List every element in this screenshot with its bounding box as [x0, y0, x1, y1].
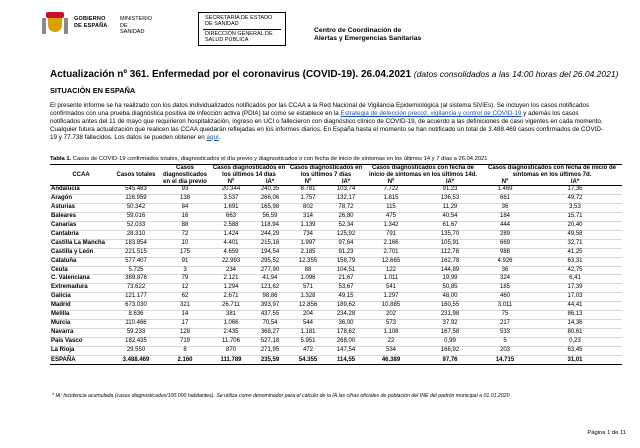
col-ccaa: CCAA: [50, 165, 112, 186]
table-cell: 84: [160, 204, 210, 213]
table-cell: 41,25: [528, 248, 622, 257]
table-cell: 118,94: [252, 222, 288, 231]
table-cell: 73.622: [112, 284, 160, 293]
table-cell: 11,29: [418, 204, 482, 213]
table-cell: 53,67: [328, 284, 364, 293]
table-cell: 215,18: [252, 239, 288, 248]
table-cell: 240,35: [252, 186, 288, 195]
table-cell: 121.177: [112, 293, 160, 302]
table-row: [50, 204, 622, 213]
table-cell: 54.355: [288, 355, 328, 364]
table-cell: 324: [482, 275, 528, 284]
table-cell: 32,71: [528, 239, 622, 248]
table-cell: 314: [288, 213, 328, 222]
table-cell: 7.722: [364, 186, 418, 195]
table-cell: 48,00: [418, 293, 482, 302]
table-cell: 1.469: [482, 186, 528, 195]
table-cell: 870: [210, 346, 252, 355]
table-cell: 40,54: [418, 213, 482, 222]
table-cell: 1.424: [210, 230, 252, 239]
table-row: [50, 302, 622, 311]
table-cell: 533: [482, 328, 528, 337]
table-cell: 663: [210, 213, 252, 222]
table-cell: 541: [364, 284, 418, 293]
footnote: * IA: Incidencia acumulada (casos diagnosticados/100.000 habitantes). Se utiliza como denominador para el cálculo de la IA las cifras oficiales de población del INE del padrón municipal a 01.01.2020: [52, 393, 510, 399]
table-cell: 12: [160, 284, 210, 293]
table-cell: 17: [160, 319, 210, 328]
table-cell: 158,79: [328, 257, 364, 266]
table-cell: 144,89: [418, 266, 482, 275]
table-cell: 41,94: [252, 275, 288, 284]
table-cell: 14,36: [528, 319, 622, 328]
table-cell: 231,98: [418, 311, 482, 320]
region-name: Madrid: [50, 302, 112, 311]
table-cell: 17,36: [528, 186, 622, 195]
table-cell: 182.435: [112, 337, 160, 346]
table-cell: 12.665: [364, 257, 418, 266]
subcol-n: Nº: [288, 179, 328, 186]
table-cell: 217: [482, 319, 528, 328]
table-cell: 122: [364, 266, 418, 275]
table-cell: 78,72: [328, 204, 364, 213]
region-name: Murcia: [50, 319, 112, 328]
table-cell: 1.757: [288, 195, 328, 204]
table-cell: 1.328: [288, 293, 328, 302]
table-row: [50, 328, 622, 337]
region-name: Ceuta: [50, 266, 112, 275]
table-cell: 234: [210, 266, 252, 275]
table-cell: 97,76: [418, 355, 482, 364]
strategy-link[interactable]: Estrategia de detección precoz, vigilancia y control de COVID-19: [340, 109, 522, 117]
table-cell: 88: [288, 266, 328, 275]
report-header: [0, 0, 640, 50]
subcol-ia: IA*: [252, 179, 288, 186]
table-cell: 577.407: [112, 257, 160, 266]
table-cell: 3.011: [482, 302, 528, 311]
col-7d: Casos diagnosticados en los últimos 7 días: [289, 165, 363, 178]
table-cell: 1.342: [364, 222, 418, 231]
region-name: Castilla La Mancha: [50, 239, 112, 248]
table-cell: 368,27: [252, 328, 288, 337]
table-cell: 1.815: [364, 195, 418, 204]
region-name: Andalucía: [50, 186, 112, 195]
table-cell: 10: [160, 239, 210, 248]
table-cell: 0,99: [418, 337, 482, 346]
table-cell: 160,55: [418, 302, 482, 311]
table-cell: 42,75: [528, 266, 622, 275]
table-row: [50, 257, 622, 266]
col-symptoms-14d: Casos diagnosticados con fecha de inicio de síntomas en los últimos 14d.: [368, 165, 478, 178]
table-cell: 175: [160, 248, 210, 257]
table-cell: 49,15: [328, 293, 364, 302]
table-cell: 2.121: [210, 275, 252, 284]
region-name: Melilla: [50, 311, 112, 320]
table-row: [50, 311, 622, 320]
table-row: [50, 239, 622, 248]
region-name: Asturias: [50, 204, 112, 213]
report-title: Actualización nº 361. Enfermedad por el coronavirus (COVID-19). 26.04.2021 (datos consolidados a las 14:00 horas del 26.04.2021): [50, 69, 619, 80]
region-name: Galicia: [50, 293, 112, 302]
table-cell: 669: [482, 239, 528, 248]
table-cell: 116.959: [112, 195, 160, 204]
table-cell: 3: [160, 266, 210, 275]
table-cell: 178,62: [328, 328, 364, 337]
table-cell: 88: [160, 222, 210, 231]
table-cell: 2.160: [160, 355, 210, 364]
subcol-ia: IA*: [528, 179, 622, 186]
ccaes-label: Centro de Coordinación de Alertas y Emergencias Sanitarias: [314, 27, 422, 42]
table-row: [50, 284, 622, 293]
table-cell: 86,13: [528, 311, 622, 320]
table-cell: 20,40: [528, 222, 622, 231]
table-cell: 4.659: [210, 248, 252, 257]
region-name: País Vasco: [50, 337, 112, 346]
table-cell: 673.030: [112, 302, 160, 311]
table-cell: 8.636: [112, 311, 160, 320]
table-row: [50, 319, 622, 328]
table-cell: 44,41: [528, 302, 622, 311]
table-cell: 125,92: [328, 230, 364, 239]
table-cell: 5.951: [288, 337, 328, 346]
table-row: [50, 213, 622, 222]
table-cell: 11.706: [210, 337, 252, 346]
table-cell: 1.096: [288, 275, 328, 284]
table-cell: 393,97: [252, 302, 288, 311]
table-cell: 5: [482, 337, 528, 346]
table-cell: 12.355: [288, 257, 328, 266]
region-name: Aragón: [50, 195, 112, 204]
table-cell: 37,92: [418, 319, 482, 328]
table-cell: 271,95: [252, 346, 288, 355]
table-cell: 52,34: [328, 222, 364, 231]
table-cell: 2.588: [210, 222, 252, 231]
table-cell: 91: [160, 257, 210, 266]
table-cell: 114,55: [328, 355, 364, 364]
table-row: [50, 222, 622, 231]
government-logo: [40, 10, 152, 38]
table-cell: 3.537: [210, 195, 252, 204]
table-cell: 527,18: [252, 337, 288, 346]
table-cell: 544: [288, 319, 328, 328]
table-cell: 204: [288, 311, 328, 320]
table-row: [50, 195, 622, 204]
table-cell: 3,53: [528, 204, 622, 213]
table-cell: 802: [288, 204, 328, 213]
data-link[interactable]: aquí: [206, 133, 219, 141]
table-cell: 63,45: [528, 346, 622, 355]
region-name: Navarra: [50, 328, 112, 337]
table-cell: 8.781: [288, 186, 328, 195]
table-cell: 571: [288, 284, 328, 293]
table-cell: 20.344: [210, 186, 252, 195]
section-heading: SITUACIÓN EN ESPAÑA: [50, 86, 136, 95]
table-cell: 460: [482, 293, 528, 302]
table-cell: 203: [482, 346, 528, 355]
table-cell: 136,53: [418, 195, 482, 204]
table-cell: 162,78: [418, 257, 482, 266]
table-cell: 56,59: [252, 213, 288, 222]
table-row: [50, 337, 622, 346]
table-cell: 1.297: [364, 293, 418, 302]
table-cell: 4.401: [210, 239, 252, 248]
table-cell: 132,17: [328, 195, 364, 204]
table-cell: 437,55: [252, 311, 288, 320]
table-cell: 36: [482, 204, 528, 213]
table-cell: 2.435: [210, 328, 252, 337]
table-cell: 475: [364, 213, 418, 222]
table-cell: 10.885: [364, 302, 418, 311]
col-total: Casos totales: [112, 165, 160, 186]
table-cell: 91,23: [418, 186, 482, 195]
table-cell: 1.997: [288, 239, 328, 248]
table-cell: 2.166: [364, 239, 418, 248]
table-cell: 1.181: [288, 328, 328, 337]
table-cell: 80,61: [528, 328, 622, 337]
table-cell: 189,62: [328, 302, 364, 311]
table-cell: 50.342: [112, 204, 160, 213]
table-cell: 244,29: [252, 230, 288, 239]
secretaria-box: SECRETARÍA DE ESTADO DE SANIDAD DIRECCIÓN GENERAL DE SALUD PÚBLICA: [198, 12, 286, 46]
table-cell: 1.066: [210, 319, 252, 328]
intro-paragraph: El presente informe se ha realizado con los datos individualizados notificados por las CCAA a la Red Nacional de Vigilancia Epidemiológica (al sistema SiViEs). Se incluyen los casos notificados confirmados con una prueba diagnóstica positiva de infección activa (PDIA) tal como se establece en la Estrategia de detección precoz, vigilancia y control de COVID-19 y además los casos notificados antes del 11 de mayo que requirieron hospitalización, ingreso en UCI o fallecieron con diagnóstico clínico de COVID-19, de acuerdo a las definiciones de caso vigentes en cada momento. Cualquier futura actualización que realicen las CCAA quedarán reflejadas en los informes diarios. En España hasta el momento se han notificado un total de 3.488.469 casos confirmados de COVID-19 y 77.738 fallecidos. Los datos se pueden obtener en aquí.: [50, 102, 604, 141]
table-cell: 75: [482, 311, 528, 320]
table-row: [50, 248, 622, 257]
table-cell: 28.310: [112, 230, 160, 239]
covid-cases-table: [50, 164, 622, 365]
table-cell: 165,98: [252, 204, 288, 213]
table-cell: 111.789: [210, 355, 252, 364]
table-cell: 0,23: [528, 337, 622, 346]
table-cell: 50,85: [418, 284, 482, 293]
subcol-n: Nº: [482, 179, 528, 186]
table-cell: 988: [482, 248, 528, 257]
table-cell: 266,06: [252, 195, 288, 204]
table-cell: 91,23: [328, 248, 364, 257]
table-cell: 166,92: [418, 346, 482, 355]
table-cell: 16: [160, 213, 210, 222]
table-cell: 31,01: [528, 355, 622, 364]
page-number: Página 1 de 11: [587, 430, 626, 436]
table-cell: 98,86: [252, 293, 288, 302]
table-cell: 138: [160, 195, 210, 204]
region-name: Canarias: [50, 222, 112, 231]
subcol-ia: IA*: [328, 179, 364, 186]
table-cell: 97,64: [328, 239, 364, 248]
table-cell: 135,70: [418, 230, 482, 239]
subcol-n: Nº: [210, 179, 252, 186]
table-cell: 112,78: [418, 248, 482, 257]
table-cell: 79: [160, 275, 210, 284]
table-row: [50, 266, 622, 275]
table-cell: 2.671: [210, 293, 252, 302]
table-cell: 93: [160, 186, 210, 195]
table-cell: 49,58: [528, 230, 622, 239]
coat-of-arms-icon: [40, 10, 70, 38]
table-cell: 277,90: [252, 266, 288, 275]
col-symptoms-7d: Casos diagnosticados con fecha de inicio de síntomas en los últimos 7d.: [487, 165, 617, 178]
region-name: Cataluña: [50, 257, 112, 266]
table-cell: 235,59: [252, 355, 288, 364]
table-cell: 26.711: [210, 302, 252, 311]
table-cell: 734: [288, 230, 328, 239]
table-cell: 791: [364, 230, 418, 239]
region-name: C. Valenciana: [50, 275, 112, 284]
table-cell: 72: [160, 230, 210, 239]
table-cell: 661: [482, 195, 528, 204]
table-cell: 36,00: [328, 319, 364, 328]
table-cell: 4.926: [482, 257, 528, 266]
table-cell: 221.515: [112, 248, 160, 257]
table-cell: 2.701: [364, 248, 418, 257]
table-cell: 184: [482, 213, 528, 222]
region-name: Baleares: [50, 213, 112, 222]
region-name: Cantabria: [50, 230, 112, 239]
table-cell: 104,51: [328, 266, 364, 275]
table-cell: 1.011: [364, 275, 418, 284]
table-cell: 3.488.469: [112, 355, 160, 364]
table-cell: 167,58: [418, 328, 482, 337]
table-cell: 719: [160, 337, 210, 346]
table-cell: 121,62: [252, 284, 288, 293]
table-cell: 194,54: [252, 248, 288, 257]
table-cell: 545.483: [112, 186, 160, 195]
region-name: La Rioja: [50, 346, 112, 355]
table-row: [50, 230, 622, 239]
table-cell: 8: [160, 346, 210, 355]
table-cell: 295,52: [252, 257, 288, 266]
ministerio-label: MINISTERIO DE SANIDAD: [120, 16, 153, 35]
table-cell: 110.466: [112, 319, 160, 328]
table-cell: 202: [364, 311, 418, 320]
region-name: Extremadura: [50, 284, 112, 293]
table-row: [50, 293, 622, 302]
region-name: Castilla y León: [50, 248, 112, 257]
table-cell: 62: [160, 293, 210, 302]
gobierno-label: GOBIERNO DE ESPAÑA: [74, 16, 108, 29]
table-cell: 63,31: [528, 257, 622, 266]
table-cell: 26,80: [328, 213, 364, 222]
table-cell: 1.108: [364, 328, 418, 337]
table-cell: 19,99: [418, 275, 482, 284]
table-cell: 534: [364, 346, 418, 355]
table-cell: 321: [160, 302, 210, 311]
table-cell: 14: [160, 311, 210, 320]
table-cell: 70,54: [252, 319, 288, 328]
table-cell: 381: [210, 311, 252, 320]
table-cell: 1.139: [288, 222, 328, 231]
table-cell: 1.691: [210, 204, 252, 213]
table-cell: 17,39: [528, 284, 622, 293]
table-cell: 15,71: [528, 213, 622, 222]
table-cell: 22: [364, 337, 418, 346]
table-cell: 573: [364, 319, 418, 328]
table-cell: 2.185: [288, 248, 328, 257]
table-cell: 5.725: [112, 266, 160, 275]
table-cell: 147,54: [328, 346, 364, 355]
table-row: [50, 346, 622, 355]
col-prev: Casos diagnosticados en el día previo: [160, 165, 210, 186]
table-cell: 59.233: [112, 328, 160, 337]
table-row: [50, 186, 622, 195]
table-cell: 12.856: [288, 302, 328, 311]
table-row: [50, 275, 622, 284]
table-caption: Tabla 1. Casos de COVID-19 confirmados totales, diagnosticados el día previo y diagnosticados o con fecha de inicio de síntomas en los últimos 14 y 7 días a 26.04.2021: [50, 156, 488, 162]
table-total-row: [50, 355, 622, 364]
col-14d: Casos diagnosticados en los últimos 14 días: [212, 165, 286, 178]
table-cell: 472: [288, 346, 328, 355]
table-cell: 46.389: [364, 355, 418, 364]
table-cell: 389.876: [112, 275, 160, 284]
table-cell: 289: [482, 230, 528, 239]
table-cell: 183.854: [112, 239, 160, 248]
subcol-n: Nº: [364, 179, 418, 186]
table-cell: 185: [482, 284, 528, 293]
table-cell: 17,03: [528, 293, 622, 302]
table-cell: 103,74: [328, 186, 364, 195]
subcol-ia: IA*: [418, 179, 482, 186]
table-cell: 14.715: [482, 355, 528, 364]
table-cell: 49,72: [528, 195, 622, 204]
table-cell: 268,00: [328, 337, 364, 346]
table-cell: 115: [364, 204, 418, 213]
table-cell: 59.016: [112, 213, 160, 222]
table-cell: 6,41: [528, 275, 622, 284]
table-cell: 52.033: [112, 222, 160, 231]
region-name: ESPAÑA: [50, 355, 112, 364]
table-cell: 105,91: [418, 239, 482, 248]
table-cell: 1.294: [210, 284, 252, 293]
table-cell: 21,67: [328, 275, 364, 284]
table-cell: 61,67: [418, 222, 482, 231]
table-cell: 234,28: [328, 311, 364, 320]
table-cell: 128: [160, 328, 210, 337]
table-cell: 444: [482, 222, 528, 231]
table-cell: 36: [482, 266, 528, 275]
table-cell: 22.993: [210, 257, 252, 266]
table-cell: 29.550: [112, 346, 160, 355]
